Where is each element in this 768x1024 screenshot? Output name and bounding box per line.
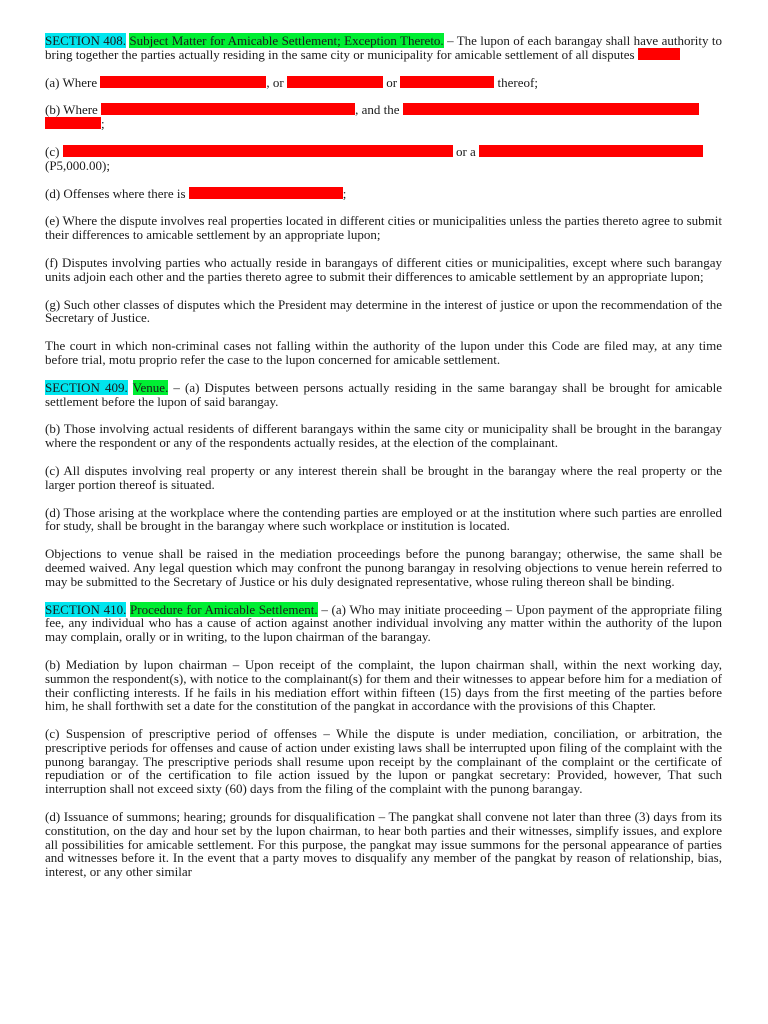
section-409-item-d: (d) Those arising at the workplace where the contending parties are employed or at the institution where such parties are enrolled for study, shall be brought in the barangay where such workplace or institution is located. [45, 504, 722, 534]
paragraph-text: (c) [45, 143, 63, 159]
section-409-item-c: (c) All disputes involving real property or any interest therein shall be brought in the barangay where the real property or the larger portion thereof is situated. [45, 462, 722, 492]
section-409-item-b: (b) Those involving actual residents of different barangays within the same city or municipality shall be brought in the barangay where the respondent or any of the respondents actually resides, at the election of the complainant. [45, 421, 722, 451]
section-409-item-a [45, 381, 722, 409]
paragraph-text: or [382, 74, 401, 90]
section-408-item-c [45, 145, 722, 173]
redaction-highlight [287, 76, 383, 88]
redaction-highlight [189, 187, 343, 199]
paragraph-text: , or [266, 74, 287, 90]
section-410-item-d: (d) Issuance of summons; hearing; grounds for disqualification – The pangkat shall convene not later than three (3) days from its constitution, on the day and hour set by the lupon chairman, to hear both parties and their witnesses, simplify issues, and explore all possibilities for amicable settlement. For this purpose, the pangkat may issue summons for the personal appearance of parties and witnesses before it. In the event that a party moves to disqualify any member of the pangkat by reason of relationship, bias, interest, or any other similar [45, 809, 722, 880]
paragraph-text: ; [342, 185, 347, 201]
section-408-item-b [45, 103, 722, 131]
paragraph-text: – (a) Who may initiate proceeding – Upon payment of the appropriate filing fee, any individual who has a cause of action against another individual involving any matter within the authority of the lupon may complain, orally or in writing, to the lupon chairman of the barangay. [45, 601, 722, 645]
section-408-court-referral: The court in which non-criminal cases not falling within the authority of the lupon under this Code are filed may, at any time before trial, motu proprio refer the case to the lupon concerned for amicable settlement. [45, 338, 722, 367]
paragraph-text: – (a) Disputes between persons actually residing in the same barangay shall be brought for amicable settlement before the lupon of said barangay. [45, 379, 722, 409]
redaction-highlight [638, 48, 680, 60]
redaction-highlight [45, 117, 101, 129]
section-408-item-d [45, 187, 722, 201]
section-408-item-f: (f) Disputes involving parties who actually reside in barangays of different cities or municipalities, except where such barangay units adjoin each other and the parties thereto agree to submit their differences to amicable settlement by an appropriate lupon; [45, 254, 722, 284]
paragraph-text: (P5,000.00); [45, 157, 110, 173]
section-title: Venue. [132, 379, 169, 395]
section-410-item-c: (c) Suspension of prescriptive period of offenses – While the dispute is under mediation, conciliation, or arbitration, the prescriptive periods for offenses and cause of action under existing laws shall be interrupted upon filing of the complaint with the punong barangay. The prescriptive periods shall resume upon receipt by the complainant of the complaint or the certificate of repudiation or of the certification to file action issued by the lupon or pangkat secretary: Provided, however, That such interruption shall not exceed sixty (60) days from the filing of the complaint with the punong barangay. [45, 726, 722, 797]
redaction-highlight [400, 76, 494, 88]
paragraph-text: , and the [355, 102, 403, 118]
section-410-item-b: (b) Mediation by lupon chairman – Upon receipt of the complaint, the lupon chairman shall, within the next working day, summon the respondent(s), with notice to the complainant(s) for them and their witnesses to appear before him for a mediation of their conflicting interests. If he fails in his mediation effort within fifteen (15) days from the first meeting of the parties before him, he shall forthwith set a date for the constitution of the pangkat in accordance with the provisions of this Chapter. [45, 656, 722, 714]
section-408-intro [45, 34, 722, 62]
section-410-item-a [45, 603, 722, 644]
section-408-item-g: (g) Such other classes of disputes which the President may determine in the interest of justice or upon the recommendation of the Secretary of Justice. [45, 296, 722, 326]
section-409-objections: Objections to venue shall be raised in the mediation proceedings before the punong barangay; otherwise, the same shall be deemed waived. Any legal question which may confront the punong barangay in resolving objections to venue herein referred to may be submitted to the Secretary of Justice or his duly designated representative, whose ruling thereon shall be binding. [45, 546, 722, 589]
paragraph-text: – The lupon of each barangay shall have authority to bring together the parties actually residing in the same city or municipality for amicable settlement of all disputes [45, 33, 723, 62]
redaction-highlight [101, 103, 355, 115]
redaction-highlight [479, 145, 703, 157]
section-408-item-a [45, 76, 722, 90]
paragraph-text: (b) Where [45, 102, 102, 118]
section-title: Subject Matter for Amicable Settlement; Exception Thereto. [129, 33, 444, 48]
paragraph-text: or a [452, 143, 480, 159]
paragraph-text: (d) Offenses where there is [45, 185, 189, 201]
redaction-highlight [63, 145, 453, 157]
paragraph-text: thereof; [494, 74, 538, 90]
section-number: SECTION 408. [45, 33, 127, 48]
redaction-highlight [403, 103, 699, 115]
section-number: SECTION 409. [45, 379, 128, 395]
section-title: Procedure for Amicable Settlement. [130, 601, 318, 617]
redaction-highlight [100, 76, 266, 88]
paragraph-text: (a) Where [45, 74, 101, 90]
section-408-item-e: (e) Where the dispute involves real properties located in different cities or municipalities unless the parties thereto agree to submit their differences to amicable settlement by an appropriate lupon; [45, 213, 722, 243]
paragraph-text: ; [101, 116, 105, 132]
section-number: SECTION 410. [45, 601, 127, 617]
